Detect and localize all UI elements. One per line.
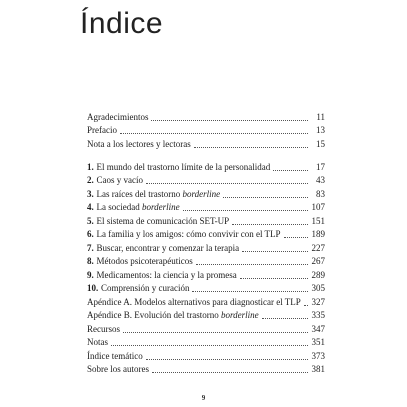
toc-entry-page: 151	[311, 215, 325, 226]
toc-entry	[87, 281, 325, 295]
toc-entry-title	[87, 364, 149, 375]
toc-entry-text: El mundo del trastorno límite de la personalidad	[94, 161, 271, 172]
toc-group-chapters	[87, 159, 325, 294]
toc-entry-text: Índice temático	[87, 350, 143, 361]
toc-entry	[87, 173, 325, 187]
page-title: Índice	[80, 7, 164, 40]
toc-entry-page: 347	[311, 323, 325, 334]
toc-entry-title	[87, 162, 270, 173]
toc-entry-page: 267	[311, 256, 325, 267]
toc-entry-number: 3.	[87, 188, 94, 199]
toc-entry-page: 17	[316, 161, 325, 172]
toc-entry-title	[87, 337, 108, 348]
toc-entry	[87, 200, 325, 214]
toc-entry-page: 373	[311, 350, 325, 361]
toc-leader-dots	[192, 283, 308, 292]
toc-leader-dots	[151, 112, 308, 121]
toc-entry-title	[87, 189, 220, 200]
toc-entry-title	[87, 112, 148, 123]
toc-entry-text: Medicamentos: la ciencia y la promesa	[94, 269, 237, 280]
toc-entry-page: 189	[311, 229, 325, 240]
toc-entry-title	[87, 283, 189, 294]
toc-entry	[87, 335, 325, 349]
toc-leader-dots	[111, 337, 308, 346]
toc-entry-text: Comprensión y curación	[98, 283, 190, 294]
toc-entry-text: Apéndice A. Modelos alternativos para diagnosticar el TLP	[87, 296, 301, 307]
toc-entry-title	[87, 125, 117, 136]
toc-entry-text: Nota a los lectores y lectoras	[87, 138, 191, 149]
toc-entry-title	[87, 324, 120, 335]
toc-entry	[87, 213, 325, 227]
toc-entry	[87, 348, 325, 362]
toc-entry-text: Prefacio	[87, 125, 117, 136]
toc-entry-title	[87, 202, 180, 213]
toc-entry-title	[87, 229, 281, 240]
toc-leader-dots	[123, 324, 308, 333]
toc-leader-dots	[284, 229, 308, 238]
toc-entry-title	[87, 139, 191, 150]
toc-entry-text: Buscar, encontrar y comenzar la terapia	[94, 242, 240, 253]
toc-entry	[87, 321, 325, 335]
page-folio: 9	[201, 394, 206, 402]
toc-entry	[87, 109, 325, 123]
toc-leader-dots	[223, 189, 308, 198]
toc-entry-number: 6.	[87, 229, 94, 240]
toc-entry-page: 15	[316, 138, 325, 149]
toc-group-front-matter	[87, 109, 325, 150]
toc-entry-text: Las raíces del trastorno	[94, 188, 183, 199]
toc-leader-dots	[183, 202, 308, 211]
toc-entry	[87, 186, 325, 200]
toc-entry	[87, 362, 325, 376]
toc-entry-page: 13	[316, 125, 325, 136]
toc-leader-dots	[232, 216, 308, 225]
toc-entry	[87, 240, 325, 254]
toc-leader-dots	[146, 175, 308, 184]
toc-entry-page: 305	[311, 283, 325, 294]
toc-entry-italic-text: borderline	[141, 202, 180, 213]
toc-leader-dots	[273, 162, 308, 171]
toc-entry-page: 289	[311, 269, 325, 280]
toc-entry-page: 11	[316, 111, 325, 122]
toc-leader-dots	[304, 297, 308, 306]
toc-entry-page: 327	[311, 296, 325, 307]
toc-leader-dots	[146, 351, 308, 360]
toc-entry	[87, 159, 325, 173]
toc-entry-text: Agradecimientos	[87, 111, 149, 122]
toc-entry-title	[87, 256, 193, 267]
toc-entry-page: 335	[311, 310, 325, 321]
toc-entry-title	[87, 310, 259, 321]
toc-entry	[87, 123, 325, 137]
toc-leader-dots	[194, 139, 308, 148]
toc-entry-text: La familia y los amigos: cómo convivir con el TLP	[94, 229, 281, 240]
toc-entry-number: 5.	[87, 215, 94, 226]
toc-leader-dots	[120, 125, 308, 134]
toc-leader-dots	[152, 364, 308, 373]
toc-entry-title	[87, 270, 237, 281]
toc-group-back-matter	[87, 294, 325, 375]
toc-entry-page: 351	[311, 337, 325, 348]
toc-entry	[87, 267, 325, 281]
toc-entry-number: 8.	[87, 256, 94, 267]
toc-entry-number: 9.	[87, 269, 94, 280]
toc-entry-page: 107	[311, 202, 325, 213]
toc-entry	[87, 294, 325, 308]
toc-entry-text: La sociedad	[94, 202, 142, 213]
toc-entry-text: Apéndice B. Evolución del trastorno	[87, 310, 221, 321]
toc-entry-text: Caos y vacío	[94, 175, 143, 186]
toc-leader-dots	[196, 256, 308, 265]
toc-entry-title	[87, 243, 239, 254]
toc-entry-text: Métodos psicoterapéuticos	[94, 256, 193, 267]
toc-entry-page: 43	[316, 175, 325, 186]
toc-entry	[87, 308, 325, 322]
toc-entry-title	[87, 175, 143, 186]
toc-entry-text: Recursos	[87, 323, 120, 334]
toc-entry	[87, 227, 325, 241]
toc-entry-number: 1.	[87, 161, 94, 172]
toc-entry-number: 2.	[87, 175, 94, 186]
toc-entry-italic-text: borderline	[220, 310, 259, 321]
toc-leader-dots	[242, 243, 308, 252]
toc-entry-title	[87, 297, 301, 308]
toc-entry-title	[87, 216, 229, 227]
toc-entry-text: Sobre los autores	[87, 364, 149, 375]
toc-leader-dots	[240, 270, 308, 279]
toc-entry-page: 227	[311, 242, 325, 253]
toc-entry	[87, 136, 325, 150]
toc-entry	[87, 254, 325, 268]
toc-leader-dots	[262, 310, 308, 319]
toc-entry-page: 83	[316, 188, 325, 199]
toc-entry-number: 10.	[87, 283, 99, 294]
toc-entry-text: Notas	[87, 337, 108, 348]
toc-entry-italic-text: borderline	[182, 188, 221, 199]
toc-entry-title	[87, 351, 143, 362]
toc-entry-number: 4.	[87, 202, 94, 213]
toc-entry-page: 381	[311, 364, 325, 375]
toc-entry-number: 7.	[87, 242, 94, 253]
toc-entry-text: El sistema de comunicación SET-UP	[94, 215, 230, 226]
